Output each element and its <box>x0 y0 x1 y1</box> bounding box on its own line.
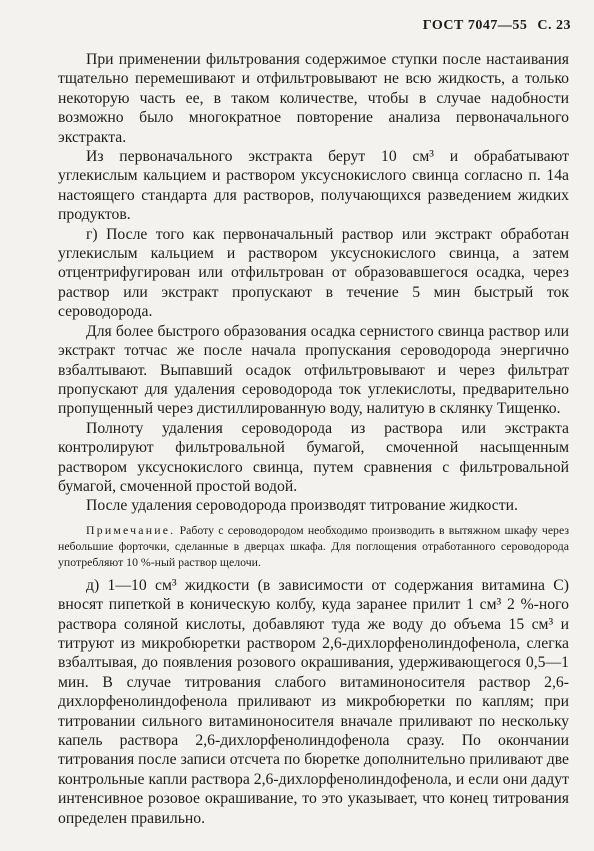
paragraph-extract-treatment: Из первоначального экстракта берут 10 см³ и обрабатывают углекислым кальцием и раствором уксуснокислого свинца согласно п. 14а настоящего стандарта для растворов, получающихся разведением жидких продуктов. <box>58 148 569 224</box>
body-text <box>58 50 569 828</box>
page-number: С. 23 <box>537 18 571 33</box>
paragraph-filtration: При применении фильтрования содержимое ступки после настаивания тщательно перемешивают и отфильтровывают не всю жидкость, а только некоторую часть ее, в таком количестве, чтобы в случае надобности возможно было многократное повторение анализа первоначального экстракта. <box>58 51 569 146</box>
note-text: Работу с сероводородом необходимо производить в вытяжном шкафу через небольшие форточки, сделанные в дверцах шкафа. Для поглощения отработанного сероводорода употребляют 10 %-ный раствор щелочи. <box>58 522 569 569</box>
paragraph-completeness-check: Полноту удаления сероводорода из раствора или экстракта контролируют фильтровальной бумагой, смоченной насыщенным раствором уксуснокислого свинца, путем сравнения с фильтровальной бумагой, смоченной простой водой. <box>58 419 569 495</box>
note-label: Примечание. <box>86 522 176 537</box>
note-block <box>58 522 569 570</box>
paragraph-step-d: д) 1—10 см³ жидкости (в зависимости от содержания витамина С) вносят пипеткой в коническую колбу, куда заранее прилит 1 см³ 2 %-ного раствора соляной кислоты, добавляют туда же воду до объема 15 см³ и титруют из микробюретки раствором 2,6-дихлорфенолиндофенола, слегка взбалтывая, до появления розового окрашивания, удерживающегося 0,5—1 мин. В случае титрования слабого витаминоносителя раствор 2,6-дихлорфенолиндофенола приливают из микробюретки по каплям; при титровании сильного витаминоносителя вначале приливают по нескольку капель раствора 2,6-дихлорфенолиндофенола сразу. По окончании титрования после записи отсчета по бюретке дополнительно приливают две контрольные капли раствора 2,6-дихлорфенолиндофенола, и если они дадут интенсивное розовое окрашивание, то это указывает, что конец титрования определен правильно. <box>58 576 569 827</box>
paragraph-titration-start: После удаления сероводорода производят титрование жидкости. <box>86 497 518 515</box>
standard-number: ГОСТ 7047—55 <box>422 18 528 33</box>
paragraph-step-g: г) После того как первоначальный раствор или экстракт обработан углекислым кальцием и раствором уксуснокислого свинца, а затем отцентрифугирован или отфильтрован от образовавшегося осадка, через раствор или экстракт пропускают в течение 5 мин быстрый ток сероводорода. <box>58 225 569 321</box>
page-header <box>423 18 571 34</box>
paragraph-lead-sulfide: Для более быстрого образования осадка сернистого свинца раствор или экстракт тотчас же после начала пропускания сероводорода энергично взбалтывают. Выпавший осадок отфильтровывают и через фильтрат пропускают для удаления сероводорода ток углекислоты, предварительно пропущенный через дистиллированную воду, налитую в склянку Тищенко. <box>58 322 569 418</box>
